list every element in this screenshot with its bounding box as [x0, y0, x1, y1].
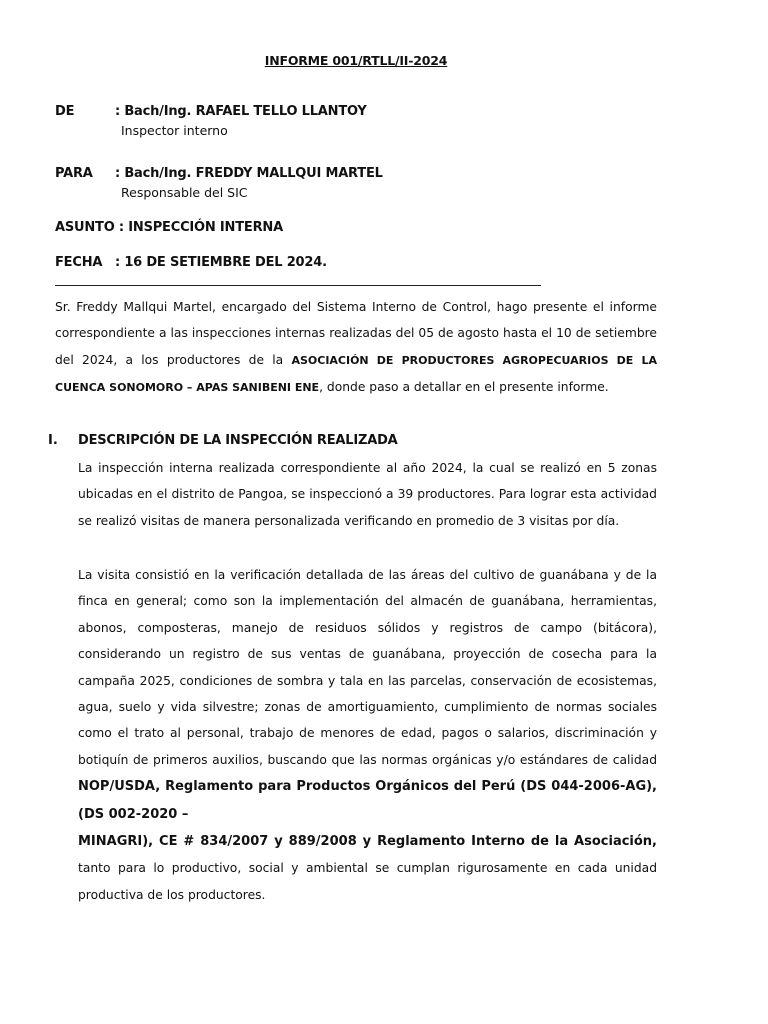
paragraph-2-norms-2: MINAGRI), CE # 834/2007 y 889/2008 y Reglamento Interno de la Asociación,	[78, 834, 657, 850]
header-to	[55, 166, 383, 181]
from-role: Inspector interno	[121, 123, 228, 138]
header-from	[55, 104, 367, 119]
date-label: FECHA	[55, 255, 103, 270]
report-title: INFORME 001/RTLL/II-2024	[264, 53, 448, 68]
section-paragraph-2	[78, 562, 657, 908]
header-divider	[55, 285, 541, 286]
date-value: : 16 DE SETIEMBRE DEL 2024.	[115, 255, 327, 270]
subject-label: ASUNTO	[55, 220, 115, 235]
intro-text-end: , donde paso a detallar en el presente informe.	[319, 380, 609, 395]
section-number: I.	[48, 433, 58, 448]
paragraph-2-text: La visita consistió en la verificación detallada de las áreas del cultivo de guanábana y de la finca en general; como son la implementación del almacén de guanábana, herramientas, abonos, composteras, manejo de residuos sólidos y registros de campo (bitácora), considerando un registro de sus ventas de guanábana, proyección de cosecha para la campaña 2025, condiciones de sombra y tala en las parcelas, conservación de ecosistemas, agua, suelo y vida silvestre; zonas de amortiguamiento, cumplimiento de normas sociales como el trato al personal, trabajo de menores de edad, pagos o salarios, discriminación y botiquín de primeros auxilios, buscando que las normas orgánicas y/o estándares de calidad	[78, 568, 657, 767]
paragraph-2-end: tanto para lo productivo, social y ambiental se cumplan rigurosamente en cada unidad productiva de los productores.	[78, 861, 657, 902]
to-value: : Bach/Ing. FREDDY MALLQUI MARTEL	[115, 166, 383, 181]
header-subject	[55, 220, 283, 235]
paragraph-2-norms-1: NOP/USDA, Reglamento para Productos Orgánicos del Perú (DS 044-2006-AG), (DS 002-2020 –	[78, 779, 657, 822]
subject-value: : INSPECCIÓN INTERNA	[118, 220, 283, 235]
to-role: Responsable del SIC	[121, 185, 248, 200]
from-label: DE	[55, 104, 75, 119]
from-value: : Bach/Ing. RAFAEL TELLO LLANTOY	[115, 104, 367, 119]
section-paragraph-1: La inspección interna realizada correspondiente al año 2024, la cual se realizó en 5 zonas ubicadas en el distrito de Pangoa, se inspeccionó a 39 productores. Para lograr esta actividad se realizó visitas de manera personalizada verificando en promedio de 3 visitas por día.	[78, 461, 657, 528]
intro-text-start: Sr. Freddy Mallqui Martel, encargado del Sistema Interno de Control, hago presente el informe correspondiente a las inspecciones internas realizadas del 05 de agosto hasta el 10 de setiembre del 2024, a los productores de la	[55, 300, 657, 367]
header-date	[55, 255, 327, 270]
to-label: PARA	[55, 166, 93, 181]
section-title: DESCRIPCIÓN DE LA INSPECCIÓN REALIZADA	[78, 433, 398, 448]
intro-organization: ASOCIACIÓN DE PRODUCTORES AGROPECUARIOS DE LA CUENCA SONOMORO – APAS SANIBENI ENE	[55, 353, 657, 395]
intro-paragraph	[55, 294, 657, 402]
